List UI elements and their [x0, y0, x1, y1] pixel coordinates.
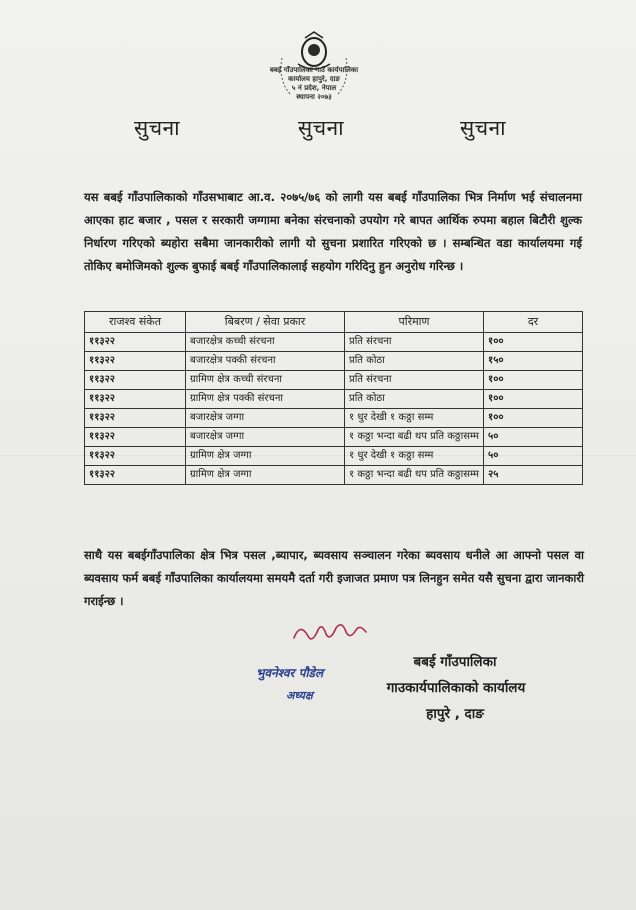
handwritten-signature [290, 618, 370, 648]
revenue-code-cell: ११३२२ [85, 466, 186, 485]
rate-cell: ५० [484, 428, 583, 447]
quantity-cell: प्रति कोठा [345, 352, 484, 371]
notice-heading-right: सुचना [460, 116, 507, 140]
office-department: गाउकार्यपालिकाको कार्यालय [386, 680, 526, 696]
rate-cell: ५० [484, 447, 583, 466]
revenue-code-cell: ११३२२ [85, 371, 186, 390]
description-cell: ग्रामिण क्षेत्र जग्गा [186, 447, 345, 466]
description-cell: ग्रामिण क्षेत्र जग्गा [186, 466, 345, 485]
rate-cell: १०० [484, 371, 583, 390]
revenue-code-cell: ११३२२ [85, 409, 186, 428]
table-row [85, 466, 583, 485]
seal-line: ५ नं प्रदेश, नेपाल [291, 84, 337, 92]
table-row [85, 447, 583, 466]
signer-name: भुवनेश्वर पौडेल [256, 666, 324, 680]
quantity-cell: १ कठ्ठा भन्दा बढी थप प्रति कठ्ठासम्म [345, 466, 484, 485]
office-location: हापुरे , दाङ [426, 706, 484, 722]
seal-line: स्थापना २०७३ [296, 93, 332, 101]
signer-title: अध्यक्ष [286, 689, 313, 702]
rate-cell: १०० [484, 390, 583, 409]
description-cell: ग्रामिण क्षेत्र कच्ची संरचना [186, 371, 345, 390]
revenue-code-cell: ११३२२ [85, 447, 186, 466]
table-row [85, 428, 583, 447]
table-row [85, 409, 583, 428]
quantity-cell: प्रति संरचना [345, 371, 484, 390]
description-cell: बजारक्षेत्र पक्की संरचना [186, 352, 345, 371]
fee-table [84, 311, 583, 485]
revenue-code-cell: ११३२२ [85, 352, 186, 371]
notice-heading-center: सुचना [298, 116, 345, 140]
rate-cell: १५० [484, 352, 583, 371]
col-header-rate: दर [484, 312, 583, 333]
quantity-cell: प्रति कोठा [345, 390, 484, 409]
table-row [85, 352, 583, 371]
col-header-description: बिबरण / सेवा प्रकार [186, 312, 345, 333]
revenue-code-cell: ११३२२ [85, 390, 186, 409]
description-cell: बजारक्षेत्र जग्गा [186, 409, 345, 428]
revenue-code-cell: ११३२२ [85, 428, 186, 447]
quantity-cell: १ कठ्ठा भन्दा बढी थप प्रति कठ्ठासम्म [345, 428, 484, 447]
quantity-cell: प्रति संरचना [345, 333, 484, 352]
seal-line: बबई गाँउपालिका गाउँ कार्यपालिका [269, 66, 359, 74]
rate-cell: १०० [484, 409, 583, 428]
revenue-code-cell: ११३२२ [85, 333, 186, 352]
office-name: बबई गाँउपालिका [413, 654, 497, 670]
seal-line: कार्यालय हापुरे, दाङ [288, 75, 340, 83]
description-cell: बजारक्षेत्र कच्ची संरचना [186, 333, 345, 352]
seal-text [262, 66, 366, 102]
table-row [85, 333, 583, 352]
rate-cell: १०० [484, 333, 583, 352]
description-cell: ग्रामिण क्षेत्र पक्की संरचना [186, 390, 345, 409]
rate-cell: २५ [484, 466, 583, 485]
notice-heading-left: सुचना [134, 116, 181, 140]
quantity-cell: १ धुर देखी १ कठ्ठा सम्म [345, 409, 484, 428]
table-row [85, 390, 583, 409]
table-row [85, 371, 583, 390]
table-header-row [85, 312, 583, 333]
col-header-revenue-code: राजश्व संकेत [85, 312, 186, 333]
description-cell: बजारक्षेत्र जग्गा [186, 428, 345, 447]
col-header-quantity: परिमाण [345, 312, 484, 333]
intro-paragraph: यस बबई गाँउपालिकाको गाँउसभाबाट आ.व. २०७५/७६ को लागी यस बबई गाँउपालिका भित्र निर्माण भई संचालनमा आएका हाट बजार , पसल र सरकारी जग्गामा बनेका संरचनाको उपयोग गरे बापत आर्थिक रुपमा बहाल बिटौरी शुल्क निर्धारण गरिएको ब्यहोरा सबैमा जानकारीको लागी यो सुचना प्रशारित गरिएको छ । सम्बन्धित वडा कार्यालयमा गई तोकिए बमोजिमको शुल्क बुफाई बबई गाँउपालिकालाई सहयोग गरिदिनु हुन अनुरोध गरिन्छ । [84, 190, 582, 273]
closing-paragraph: साथै यस बबईगाँउपालिका क्षेत्र भित्र पसल ,ब्यापार, ब्यवसाय सञ्चालन गरेका ब्यवसाय धनीले आ आफ्नो पसल वा ब्यवसाय फर्म बबई गाँउपालिका कार्यालयमा समयमै दर्ता गरी इजाजत प्रमाण पत्र लिनहुन समेत यसै सुचना द्वारा जानकारी गराईन्छ । [84, 548, 584, 608]
quantity-cell: १ धुर देखी १ कठ्ठा सम्म [345, 447, 484, 466]
